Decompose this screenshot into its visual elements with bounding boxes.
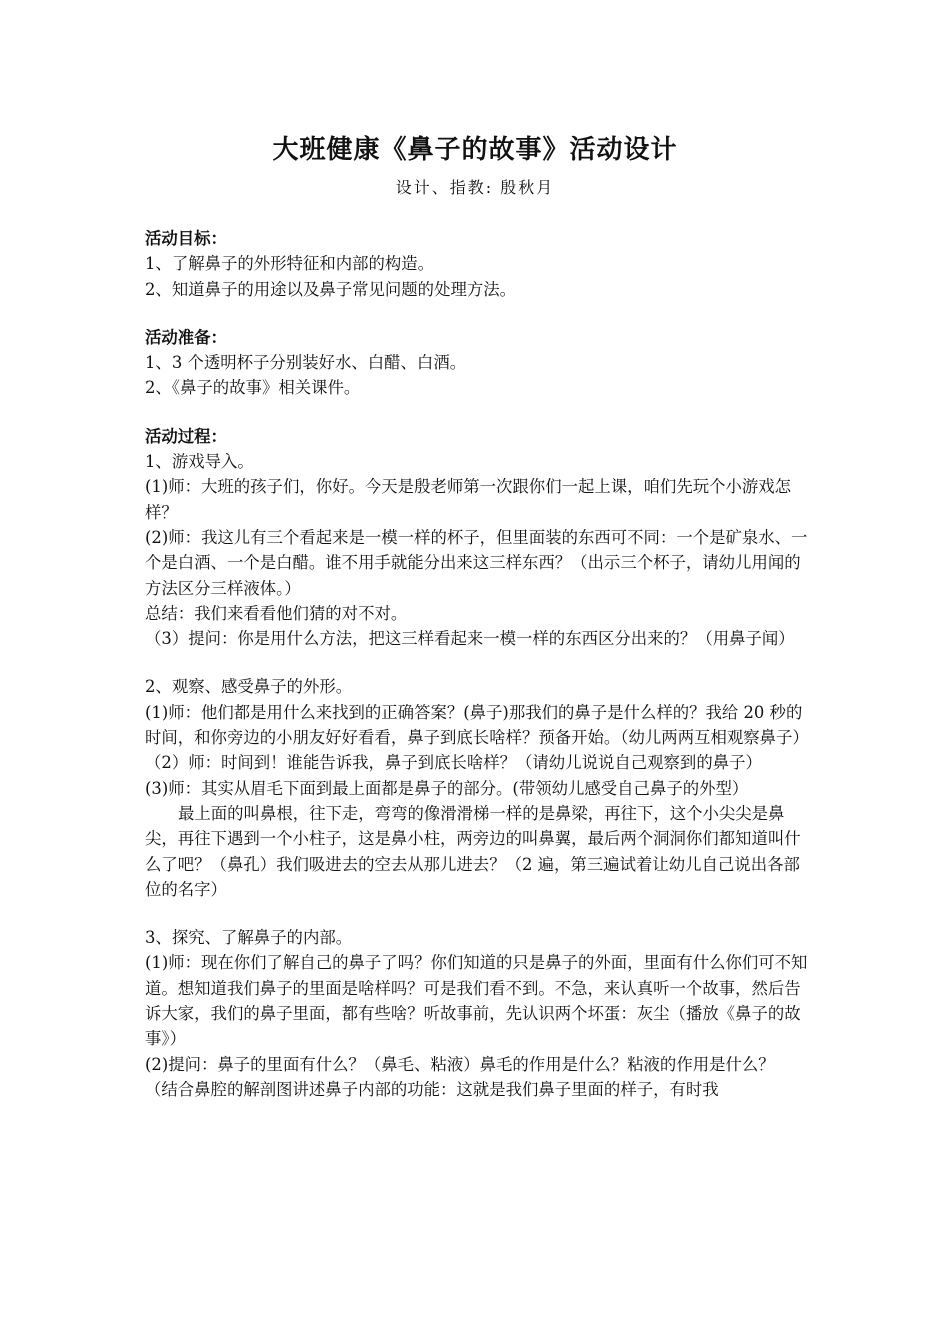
- document-body: [145, 226, 809, 1102]
- paragraph: （2）师：时间到！谁能告诉我，鼻子到底长啥样？（请幼儿说说自己观察到的鼻子）: [145, 753, 762, 773]
- prep-item: 1、3 个透明杯子分别装好水、白醋、白酒。: [145, 353, 467, 373]
- paragraph: （3）提问：你是用什么方法，把这三样看起来一模一样的东西区分出来的？（用鼻子闻）: [145, 629, 795, 649]
- document-title: 大班健康《鼻子的故事》活动设计: [272, 135, 678, 165]
- spacer: [145, 902, 809, 925]
- section-title: 1、游戏导入。: [145, 452, 254, 472]
- prep-heading: 活动准备：: [145, 327, 227, 347]
- section-title: 3、探究、了解鼻子的内部。: [145, 928, 353, 948]
- process-heading: 活动过程：: [145, 426, 227, 446]
- paragraph: (1)师：他们都是用什么来找到的正确答案？(鼻子)那我们的鼻子是什么样的？我给 20 秒的时间，和你旁边的小朋友好好看看，鼻子到底长啥样？预备开始。（幼儿两两互相观察鼻子）: [145, 702, 809, 748]
- paragraph: (3)师：其实从眉毛下面到最上面都是鼻子的部分。(带领幼儿感受自己鼻子的外型）: [145, 778, 749, 798]
- spacer: [145, 302, 809, 325]
- paragraph: (1)师：现在你们了解自己的鼻子了吗？你们知道的只是鼻子的外面，里面有什么你们可不知道。想知道我们鼻子的里面是啥样吗？可是我们看不到。不急，来认真听一个故事，然后告诉大家，我们的鼻子里面，都有些啥？听故事前，先认识两个坏蛋：灰尘（播放《鼻子的故事》）: [145, 953, 808, 1049]
- paragraph: （结合鼻腔的解剖图讲述鼻子内部的功能：这就是我们鼻子里面的样子，有时我: [145, 1079, 719, 1099]
- paragraph: (2)师：我这儿有三个看起来是一模一样的杯子，但里面装的东西可不同：一个是矿泉水、一个是白酒、一个是白醋。谁不用手就能分出来这三样东西？（出示三个杯子，请幼儿用闻的方法区分三样液体。）: [145, 527, 808, 598]
- paragraph: 最上面的叫鼻根，往下走，弯弯的像滑滑梯一样的是鼻梁，再往下，这个小尖尖是鼻尖，再往下遇到一个小柱子，这是鼻小柱，两旁边的叫鼻翼，最后两个洞洞你们都知道叫什么了吧？（鼻孔）我们吸进去的空去从那儿进去？（2 遍，第三遍试着让幼儿自己说出各部位的名字）: [145, 803, 801, 899]
- goal-item: 2、知道鼻子的用途以及鼻子常见问题的处理方法。: [145, 279, 517, 299]
- goals-heading: 活动目标：: [145, 229, 227, 248]
- paragraph: (1)师：大班的孩子们，你好。今天是殷老师第一次跟你们一起上课，咱们先玩个小游戏怎样？: [145, 477, 792, 522]
- section-title: 2、观察、感受鼻子的外形。: [145, 677, 353, 697]
- paragraph: 总结：我们来看看他们猜的对不对。: [145, 603, 408, 623]
- spacer: [145, 651, 809, 674]
- spacer: [145, 401, 809, 424]
- goal-item: 1、了解鼻子的外形特征和内部的构造。: [145, 254, 435, 274]
- paragraph: (2)提问：鼻子的里面有什么？（鼻毛、粘液）鼻毛的作用是什么？粘液的作用是什么？: [145, 1054, 775, 1074]
- author-line: 设计、指教: 殷秋月: [395, 178, 555, 197]
- prep-item: 2、《鼻子的故事》相关课件。: [145, 378, 361, 398]
